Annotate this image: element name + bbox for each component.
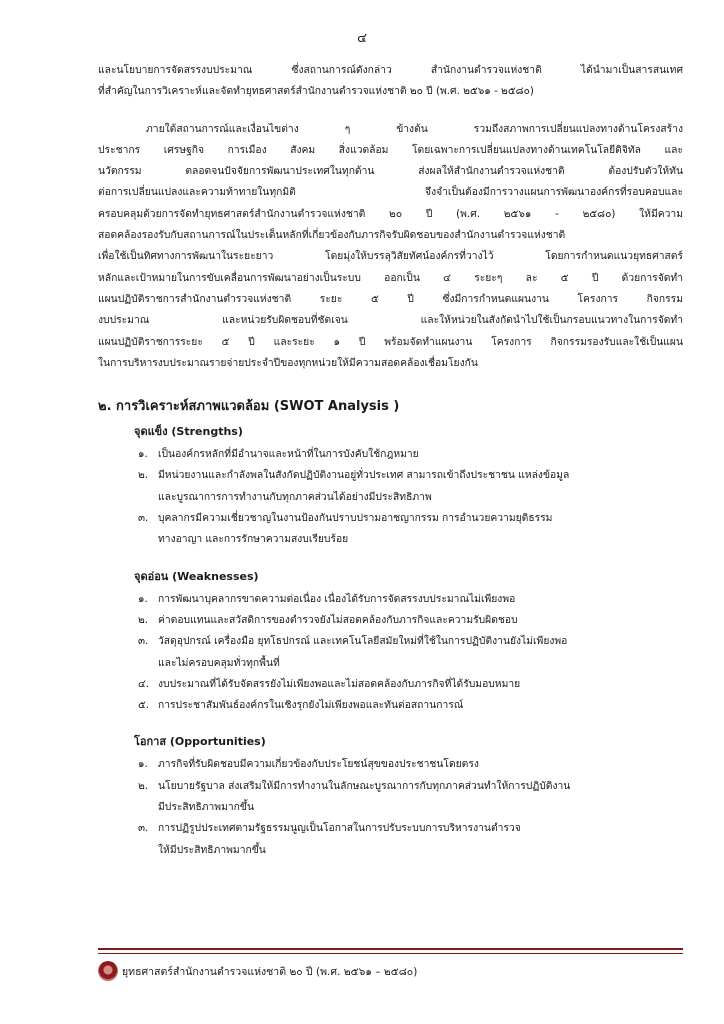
item-text: และบูรณาการการทำงานกับทุกภาคส่วนได้อย่างมีประสิทธิภาพ [158, 490, 432, 503]
item-number: ๓. [138, 512, 149, 525]
list-item [138, 508, 683, 551]
item-text: การพัฒนาบุคลากรขาดความต่อเนื่อง เนื่องได้รับการจัดสรรงบประมาณไม่เพียงพอ [158, 592, 516, 605]
document-body [98, 60, 683, 861]
intro-paragraph [98, 60, 683, 103]
strengths-list [98, 444, 683, 550]
list-item [138, 776, 683, 819]
weaknesses-list [98, 589, 683, 717]
item-text: เป็นองค์กรหลักที่มีอำนาจและหน้าที่ในการบังคับใช้กฎหมาย [158, 448, 419, 461]
opportunities-heading: โอกาส (Opportunities) [134, 735, 266, 749]
text-line: สอดคล้องรองรับกับสถานการณ์ในประเด็นหลักที่เกี่ยวข้องกับภารกิจรับผิดชอบของสำนักงานตำรวจแห่งชาติ [98, 229, 566, 242]
text-line: แผนปฏิบัติราชการสำนักงานตำรวจแห่งชาติ ระยะ ๕ ปี ซึ่งมีการกำหนดแผนงาน โครงการ กิจกรรม [98, 292, 683, 305]
list-item [138, 818, 683, 861]
text-line: เพื่อใช้เป็นทิศทางการพัฒนาในระยะยาว โดยมุ่งให้บรรลุวิสัยทัศน์องค์กรที่วางไว้ โดยการกำหนดแนวยุทธศาสตร์ [98, 250, 683, 263]
text-line: ในการบริหารงบประมาณรายจ่ายประจำปีของทุกหน่วยให้มีความสอดคล้องเชื่อมโยงกัน [98, 356, 478, 369]
item-text: ค่าตอบแทนและสวัสดิการของตำรวจยังไม่สอดคล้องกับภารกิจและความรับผิดชอบ [158, 613, 518, 626]
text-line: แผนปฏิบัติราชการระยะ ๕ ปี และระยะ ๑ ปี พร้อมจัดทำแผนงาน โครงการ กิจกรรมรองรับและใช้เป็นแผน [98, 335, 683, 348]
list-item [138, 610, 683, 631]
item-number: ๑. [138, 592, 148, 605]
item-number: ๑. [138, 758, 148, 771]
item-text: ให้มีประสิทธิภาพมากขึ้น [158, 843, 266, 856]
item-number: ๕. [138, 699, 150, 712]
item-number: ๓. [138, 635, 149, 648]
item-text: นโยบายรัฐบาล ส่งเสริมให้มีการทำงานในลักษณะบูรณาการกับทุกภาคส่วนทำให้การปฏิบัติงาน [158, 779, 571, 792]
item-text: มีหน่วยงานและกำลังพลในสังกัดปฏิบัติงานอยู่ทั่วประเทศ สามารถเข้าถึงประชาชน แหล่งข้อมูล [158, 469, 570, 482]
text-line: ต่อการเปลี่ยนแปลงและความท้าทายในทุกมิติ จึงจำเป็นต้องมีการวางแผนการพัฒนาองค์กรที่รอบคอบและ [98, 186, 683, 199]
opportunities-list [98, 754, 683, 860]
text-line: นวัตกรรม ตลอดจนปัจจัยการพัฒนาประเทศในทุกด้าน ส่งผลให้สำนักงานตำรวจแห่งชาติ ต้องปรับตัวให้ทัน [98, 165, 683, 178]
footer-text: ยุทธศาสตร์สำนักงานตำรวจแห่งชาติ ๒๐ ปี (พ.ศ. ๒๕๖๑ – ๒๕๘๐) [122, 965, 418, 978]
item-text: บุคลากรมีความเชี่ยวชาญในงานป้องกันปราบปรามอาชญากรรม การอำนวยความยุติธรรม [158, 512, 553, 525]
item-number: ๒. [138, 469, 149, 482]
page-footer [98, 960, 417, 982]
list-item [138, 674, 683, 695]
item-text: มีประสิทธิภาพมากขึ้น [158, 801, 254, 814]
item-text: ภารกิจที่รับผิดชอบมีความเกี่ยวข้องกับประโยชน์สุขของประชาชนโดยตรง [158, 758, 479, 771]
item-text: การประชาสัมพันธ์องค์กรในเชิงรุกยังไม่เพียงพอและทันต่อสถานการณ์ [158, 699, 464, 712]
weaknesses-heading: จุดอ่อน (Weaknesses) [134, 569, 259, 583]
item-number: ๑. [138, 448, 148, 461]
section-heading-swot: ๒. การวิเคราะห์สภาพแวดล้อม (SWOT Analysis ) [98, 399, 400, 415]
text-line: ที่สำคัญในการวิเคราะห์และจัดทำยุทธศาสตร์สำนักงานตำรวจแห่งชาติ ๒๐ ปี (พ.ศ. ๒๕๖๑ - ๒๕๘๐) [98, 85, 534, 98]
list-item [138, 631, 683, 674]
item-text: การปฏิรูปประเทศตามรัฐธรรมนูญเป็นโอกาสในการปรับระบบการบริหารงานตำรวจ [158, 822, 521, 835]
item-number: ๔. [138, 677, 150, 690]
strengths-heading: จุดแข็ง (Strengths) [134, 425, 243, 439]
list-item [138, 695, 683, 716]
item-text: งบประมาณที่ได้รับจัดสรรยังไม่เพียงพอและไม่สอดคล้องกับภารกิจที่ได้รับมอบหมาย [158, 677, 521, 690]
footer-divider [98, 948, 683, 950]
item-number: ๒. [138, 779, 149, 792]
text-line: ภายใต้สถานการณ์และเงื่อนไขต่าง ๆ ข้างต้น รวมถึงสภาพการเปลี่ยนแปลงทางด้านโครงสร้าง [146, 122, 683, 135]
text-line: ครอบคลุมด้วยการจัดทำยุทธศาสตร์สำนักงานตำรวจแห่งชาติ ๒๐ ปี (พ.ศ. ๒๕๖๑ - ๒๕๘๐) ให้มีความ [98, 207, 683, 220]
list-item [138, 754, 683, 775]
item-text: และไม่ครอบคลุมทั่วทุกพื้นที่ [158, 656, 280, 669]
list-item [138, 465, 683, 508]
text-line: และนโยบายการจัดสรรงบประมาณ ซึ่งสถานการณ์ดังกล่าว สำนักงานตำรวจแห่งชาติ ได้นำมาเป็นสารสนเทศ [98, 64, 683, 76]
item-text: วัสดุอุปกรณ์ เครื่องมือ ยุทโธปกรณ์ และเทคโนโลยีสมัยใหม่ที่ใช้ในการปฏิบัติงานยังไม่เพียงพอ [158, 635, 568, 648]
police-emblem-icon [98, 961, 118, 981]
item-text: ทางอาญา และการรักษาความสงบเรียบร้อย [158, 533, 349, 546]
list-item [138, 589, 683, 610]
text-line: งบประมาณ และหน่วยรับผิดชอบที่ชัดเจน และให้หน่วยในสังกัดนำไปใช้เป็นกรอบแนวทางในการจัดทำ [98, 314, 683, 327]
footer-divider [98, 953, 683, 954]
text-line: หลักและเป้าหมายในการขับเคลื่อนการพัฒนาอย่างเป็นระบบ ออกเป็น ๔ ระยะๆ ละ ๕ ปี ด้วยการจัดทำ [98, 271, 683, 284]
item-number: ๒. [138, 613, 149, 626]
main-paragraph [98, 119, 683, 375]
item-number: ๓. [138, 822, 149, 835]
page-number: ๔ [357, 31, 367, 46]
text-line: ประชากร เศรษฐกิจ การเมือง สังคม สิ่งแวดล้อม โดยเฉพาะการเปลี่ยนแปลงทางด้านเทคโนโลยีดิจิทัล และ [98, 143, 683, 156]
list-item [138, 444, 683, 465]
